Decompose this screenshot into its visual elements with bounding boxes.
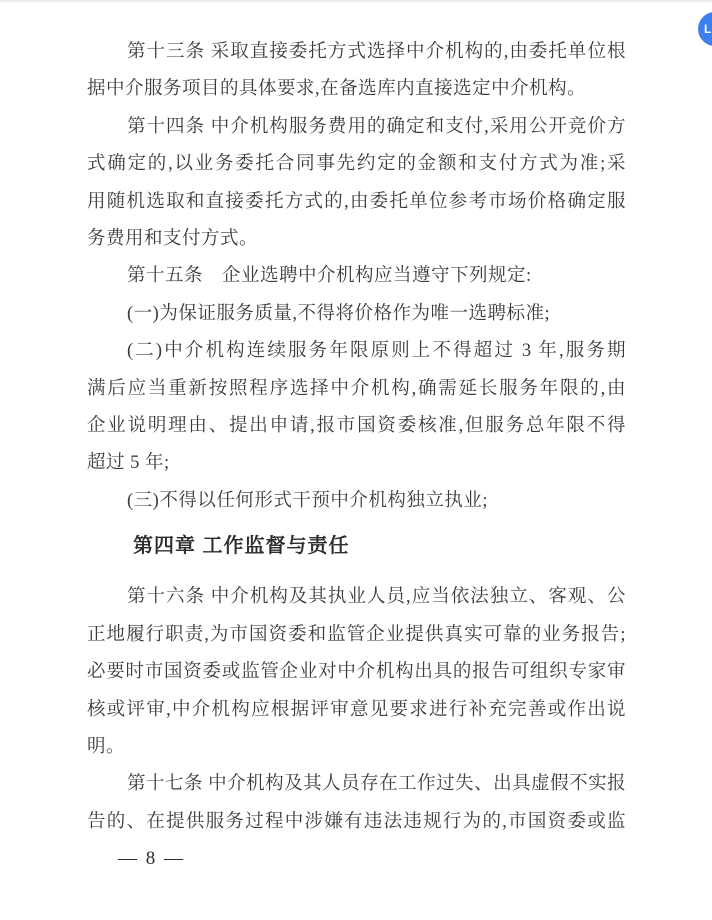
fab-glyph: L — [704, 22, 712, 36]
document-line: 第十三条 采取直接委托方式选择中介机构的,由委托单位根 — [127, 42, 626, 62]
document-line: 第十七条 中介机构及其人员存在工作过失、出具虚假不实报 — [127, 774, 627, 795]
document-line: 明。 — [87, 737, 126, 758]
document-line: 超过 5 年; — [87, 453, 170, 474]
chapter-heading: 第四章 工作监督与责任 — [133, 535, 350, 558]
floating-action-button[interactable] — [698, 12, 712, 46]
page-number: — 8 — — [118, 848, 185, 869]
document-line: 企业说明理由、提出申请,报市国资委核准,但服务总年限不得 — [87, 415, 626, 436]
document-body — [87, 34, 626, 841]
document-line: 式确定的,以业务委托合同事先约定的金额和支付方式为准;采 — [87, 154, 626, 175]
document-line: 核或评审,中介机构应根据评审意见要求进行补充完善或作出说 — [87, 699, 626, 720]
document-line: 据中介服务项目的具体要求,在备选库内直接选定中介机构。 — [87, 79, 587, 100]
document-line: 必要时市国资委或监管企业对中介机构出具的报告可组织专家审 — [87, 662, 626, 683]
document-line: 第十五条 企业选聘中介机构应当遵守下列规定: — [127, 266, 532, 287]
document-line: 正地履行职责,为市国资委和监管企业提供真实可靠的业务报告; — [87, 624, 626, 645]
document-line: 用随机选取和直接委托方式的,由委托单位参考市场价格确定服 — [87, 191, 626, 212]
document-line: 第十四条 中介机构服务费用的确定和支付,采用公开竞价方 — [127, 116, 626, 137]
document-line: 务费用和支付方式。 — [87, 228, 259, 249]
document-line: (一)为保证服务质量,不得将价格作为唯一选聘标准; — [127, 303, 551, 324]
document-line: (二)中介机构连续服务年限原则上不得超过 3 年,服务期 — [127, 341, 626, 362]
document-line: 满后应当重新按照程序选择中介机构,确需延长服务年限的,由 — [87, 378, 626, 399]
document-line: 第十六条 中介机构及其执业人员,应当依法独立、客观、公 — [127, 587, 626, 608]
document-line: 告的、在提供服务过程中涉嫌有违法违规行为的,市国资委或监 — [87, 811, 626, 832]
document-line: (三)不得以任何形式干预中介机构独立执业; — [127, 490, 488, 511]
